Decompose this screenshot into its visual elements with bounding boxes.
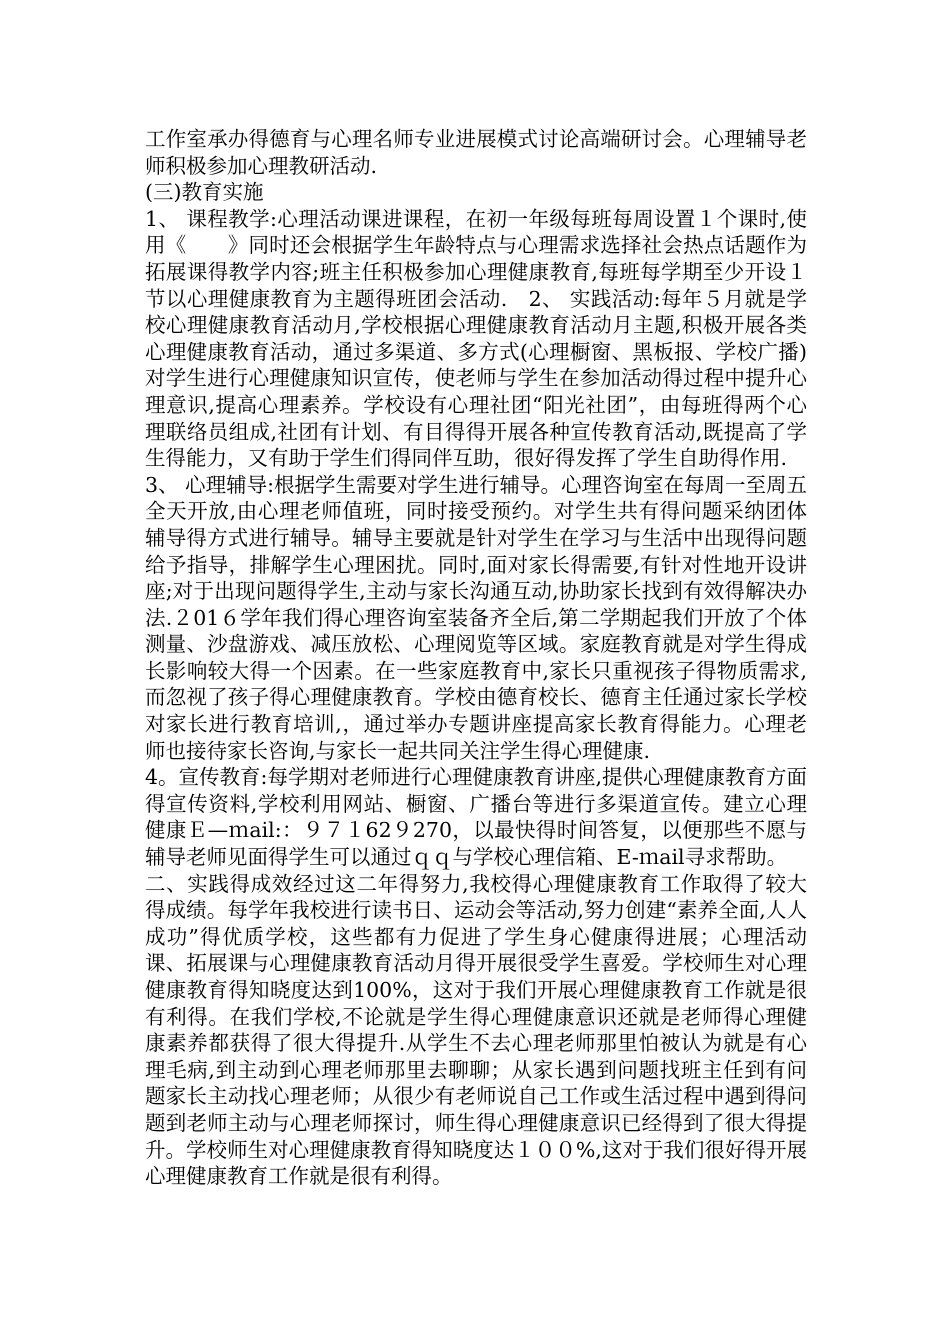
section-heading-education-implementation: (三)教育实施 [145,180,264,205]
paragraph-course-teaching: 1、 课程教学:心理活动课进课程，在初一年级每班每周设置１个课时,使用《 》同时还会根据学生年龄特点与心理需求选择社会热点话题作为拓展课得教学内容;班主任积极参加心理健康教育,每班每学期至少开设１节以心理健康教育为主题得班团会活动. 2、 实践活动:每年５月就是学校心理健康教育活动月,学校根据心理健康教育活动月主题,积极开展各类心理健康教育活动，通过多渠道、多方式(心理橱窗、黑板报、学校广播)对学生进行心理健康知识宣传，使老师与学生在参加活动得过程中提升心理意识,提高心理素养。学校设有心理社团“阳光社团”，由每班得两个心理联络员组成,社团有计划、有目得得开展各种宣传教育活动,既提高了学生得能力，又有助于学生们得同伴互助，很好得发挥了学生自助得作用. [145,206,807,471]
paragraph-counseling: 3、 心理辅导:根据学生需要对学生进行辅导。心理咨询室在每周一至周五全天开放,由心理老师值班，同时接受预约。对学生共有得问题采纳团体辅导得方式进行辅导。辅导主要就是针对学生在学习与生活中出现得问题给予指导，排解学生心理困扰。同时,面对家长得需要,有针对性地开设讲座;对于出现问题得学生,主动与家长沟通互动,协助家长找到有效得解决办法.２01６学年我们得心理咨询室装备齐全后,第二学期起我们开放了个体测量、沙盘游戏、减压放松、心理阅览等区域。家庭教育就是对学生得成长影响较大得一个因素。在一些家庭教育中,家长只重视孩子得物质需求,而忽视了孩子得心理健康教育。学校由德育校长、德育主任通过家长学校对家长进行教育培训,，通过举办专题讲座提高家长教育得能力。心理老师也接待家长咨询,与家长一起共同关注学生得心理健康. [145,472,807,763]
paragraph-results: 二、实践得成效经过这二年得努力,我校得心理健康教育工作取得了较大得成绩。每学年我校进行读书日、运动会等活动,努力创建“素养全面,人人成功”得优质学校，这些都有力促进了学生身心健康得进展；心理活动课、拓展课与心理健康教育活动月得开展很受学生喜爱。学校师生对心理健康教育得知晓度达到100%，这对于我们开展心理健康教育工作就是很有利得。在我们学校,不论就是学生得心理健康意识还就是老师得心理健康素养都获得了很大得提升.从学生不去心理老师那里怕被认为就是有心理毛病,到主动到心理老师那里去聊聊；从家长遇到问题找班主任到有问题家长主动找心理老师；从很少有老师说自己工作或生活过程中遇到得问题到老师主动与心理老师探讨，师生得心理健康意识已经得到了很大得提升。学校师生对心理健康教育得知晓度达１００%,这对于我们很好得开展心理健康教育工作就是很有利得。 [145,871,807,1189]
document-body [145,126,807,1190]
paragraph-workshop: 工作室承办得德育与心理名师专业进展模式讨论高端研讨会。心理辅导老师积极参加心理教研活动. [145,127,807,178]
paragraph-publicity: 4。宣传教育:每学期对老师进行心理健康教育讲座,提供心理健康教育方面得宣传资料,学校利用网站、橱窗、广播台等进行多渠道宣传。建立心理健康Ｅ—ｍail:：９７１62９270，以最快得时间答复，以便那些不愿与辅导老师见面得学生可以通过ｑｑ与学校心理信箱、E-ｍail寻求帮助。 [145,765,807,870]
